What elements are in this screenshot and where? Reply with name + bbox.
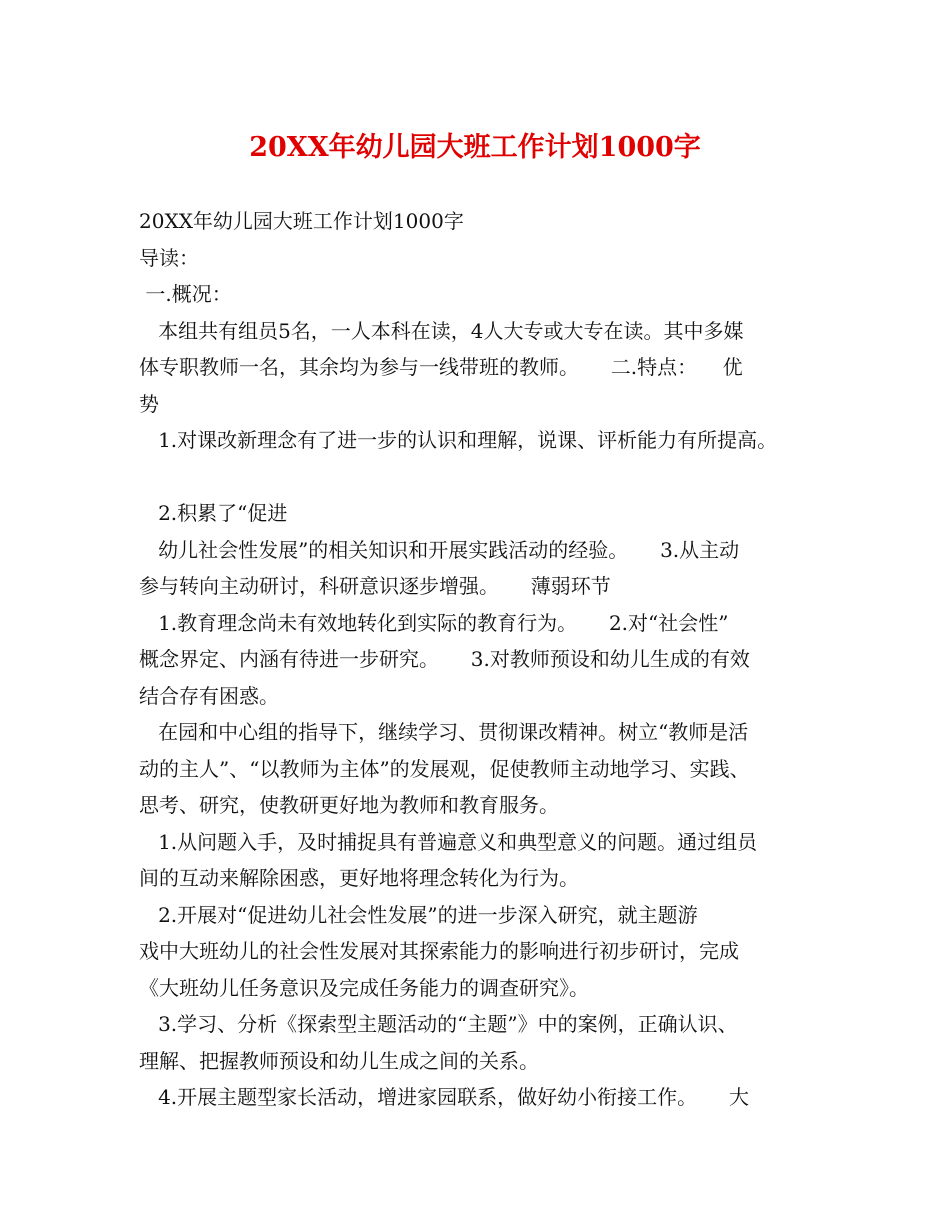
paragraph-line: 1.教育理念尚未有效地转化到实际的教育行为。 2.对“社会性” xyxy=(139,610,729,635)
paragraph-line: 导读： xyxy=(139,245,199,270)
document-title: 20XX年幼儿园大班工作计划1000字 xyxy=(249,132,701,163)
paragraph-line: 势 xyxy=(139,391,159,416)
paragraph-line: 4.开展主题型家长活动，增进家园联系，做好幼小衔接工作。 大 xyxy=(139,1085,749,1109)
paragraph-line: 戏中大班幼儿的社会性发展对其探索能力的影响进行初步研讨，完成 xyxy=(139,939,739,963)
paragraph-line: 20XX年幼儿园大班工作计划1000字 xyxy=(139,209,464,233)
paragraph-line: 在园和中心组的指导下，继续学习、贯彻课改精神。树立“教师是活 xyxy=(139,720,749,744)
paragraph-line: 概念界定、内涵有待进一步研究。 3.对教师预设和幼儿生成的有效 xyxy=(139,647,750,671)
paragraph-line: 2.积累了“促进 xyxy=(139,501,288,525)
paragraph-line: 本组共有组员5名，一人本科在读，4人大专或大专在读。其中多媒 xyxy=(139,318,744,343)
paragraph-line: 动的主人”、“以教师为主体”的发展观，促使教师主动地学习、实践、 xyxy=(139,756,750,781)
paragraph-line: 2.开展对“促进幼儿社会性发展”的进一步深入研究，就主题游 xyxy=(139,902,698,927)
paragraph-line: 参与转向主动研讨，科研意识逐步增强。 薄弱环节 xyxy=(139,574,611,598)
paragraph-line: 理解、把握教师预设和幼儿生成之间的关系。 xyxy=(139,1048,539,1073)
paragraph-line: 《大班幼儿任务意识及完成任务能力的调查研究》。 xyxy=(139,975,589,1000)
blank-line xyxy=(139,459,819,496)
paragraph-line: 一.概况： xyxy=(139,282,232,306)
paragraph-line: 幼儿社会性发展”的相关知识和开展实践活动的经验。 3.从主动 xyxy=(139,537,740,562)
paragraph-line: 思考、研究，使教研更好地为教师和教育服务。 xyxy=(139,793,559,817)
paragraph-line: 间的互动来解除困惑，更好地将理念转化为行为。 xyxy=(139,866,579,890)
paragraph-line: 体专职教师一名，其余均为参与一线带班的教师。 二.特点： 优 xyxy=(139,355,743,379)
document-body xyxy=(139,203,819,1116)
paragraph-line: 1.对课改新理念有了进一步的认识和理解，说课、评析能力有所提高。 xyxy=(139,428,778,452)
paragraph-line: 结合存有困惑。 xyxy=(139,683,279,708)
paragraph-line: 3.学习、分析《探索型主题活动的“主题”》中的案例，正确认识、 xyxy=(139,1012,738,1036)
paragraph-line: 1.从问题入手，及时捕捉具有普遍意义和典型意义的问题。通过组员 xyxy=(139,829,758,854)
